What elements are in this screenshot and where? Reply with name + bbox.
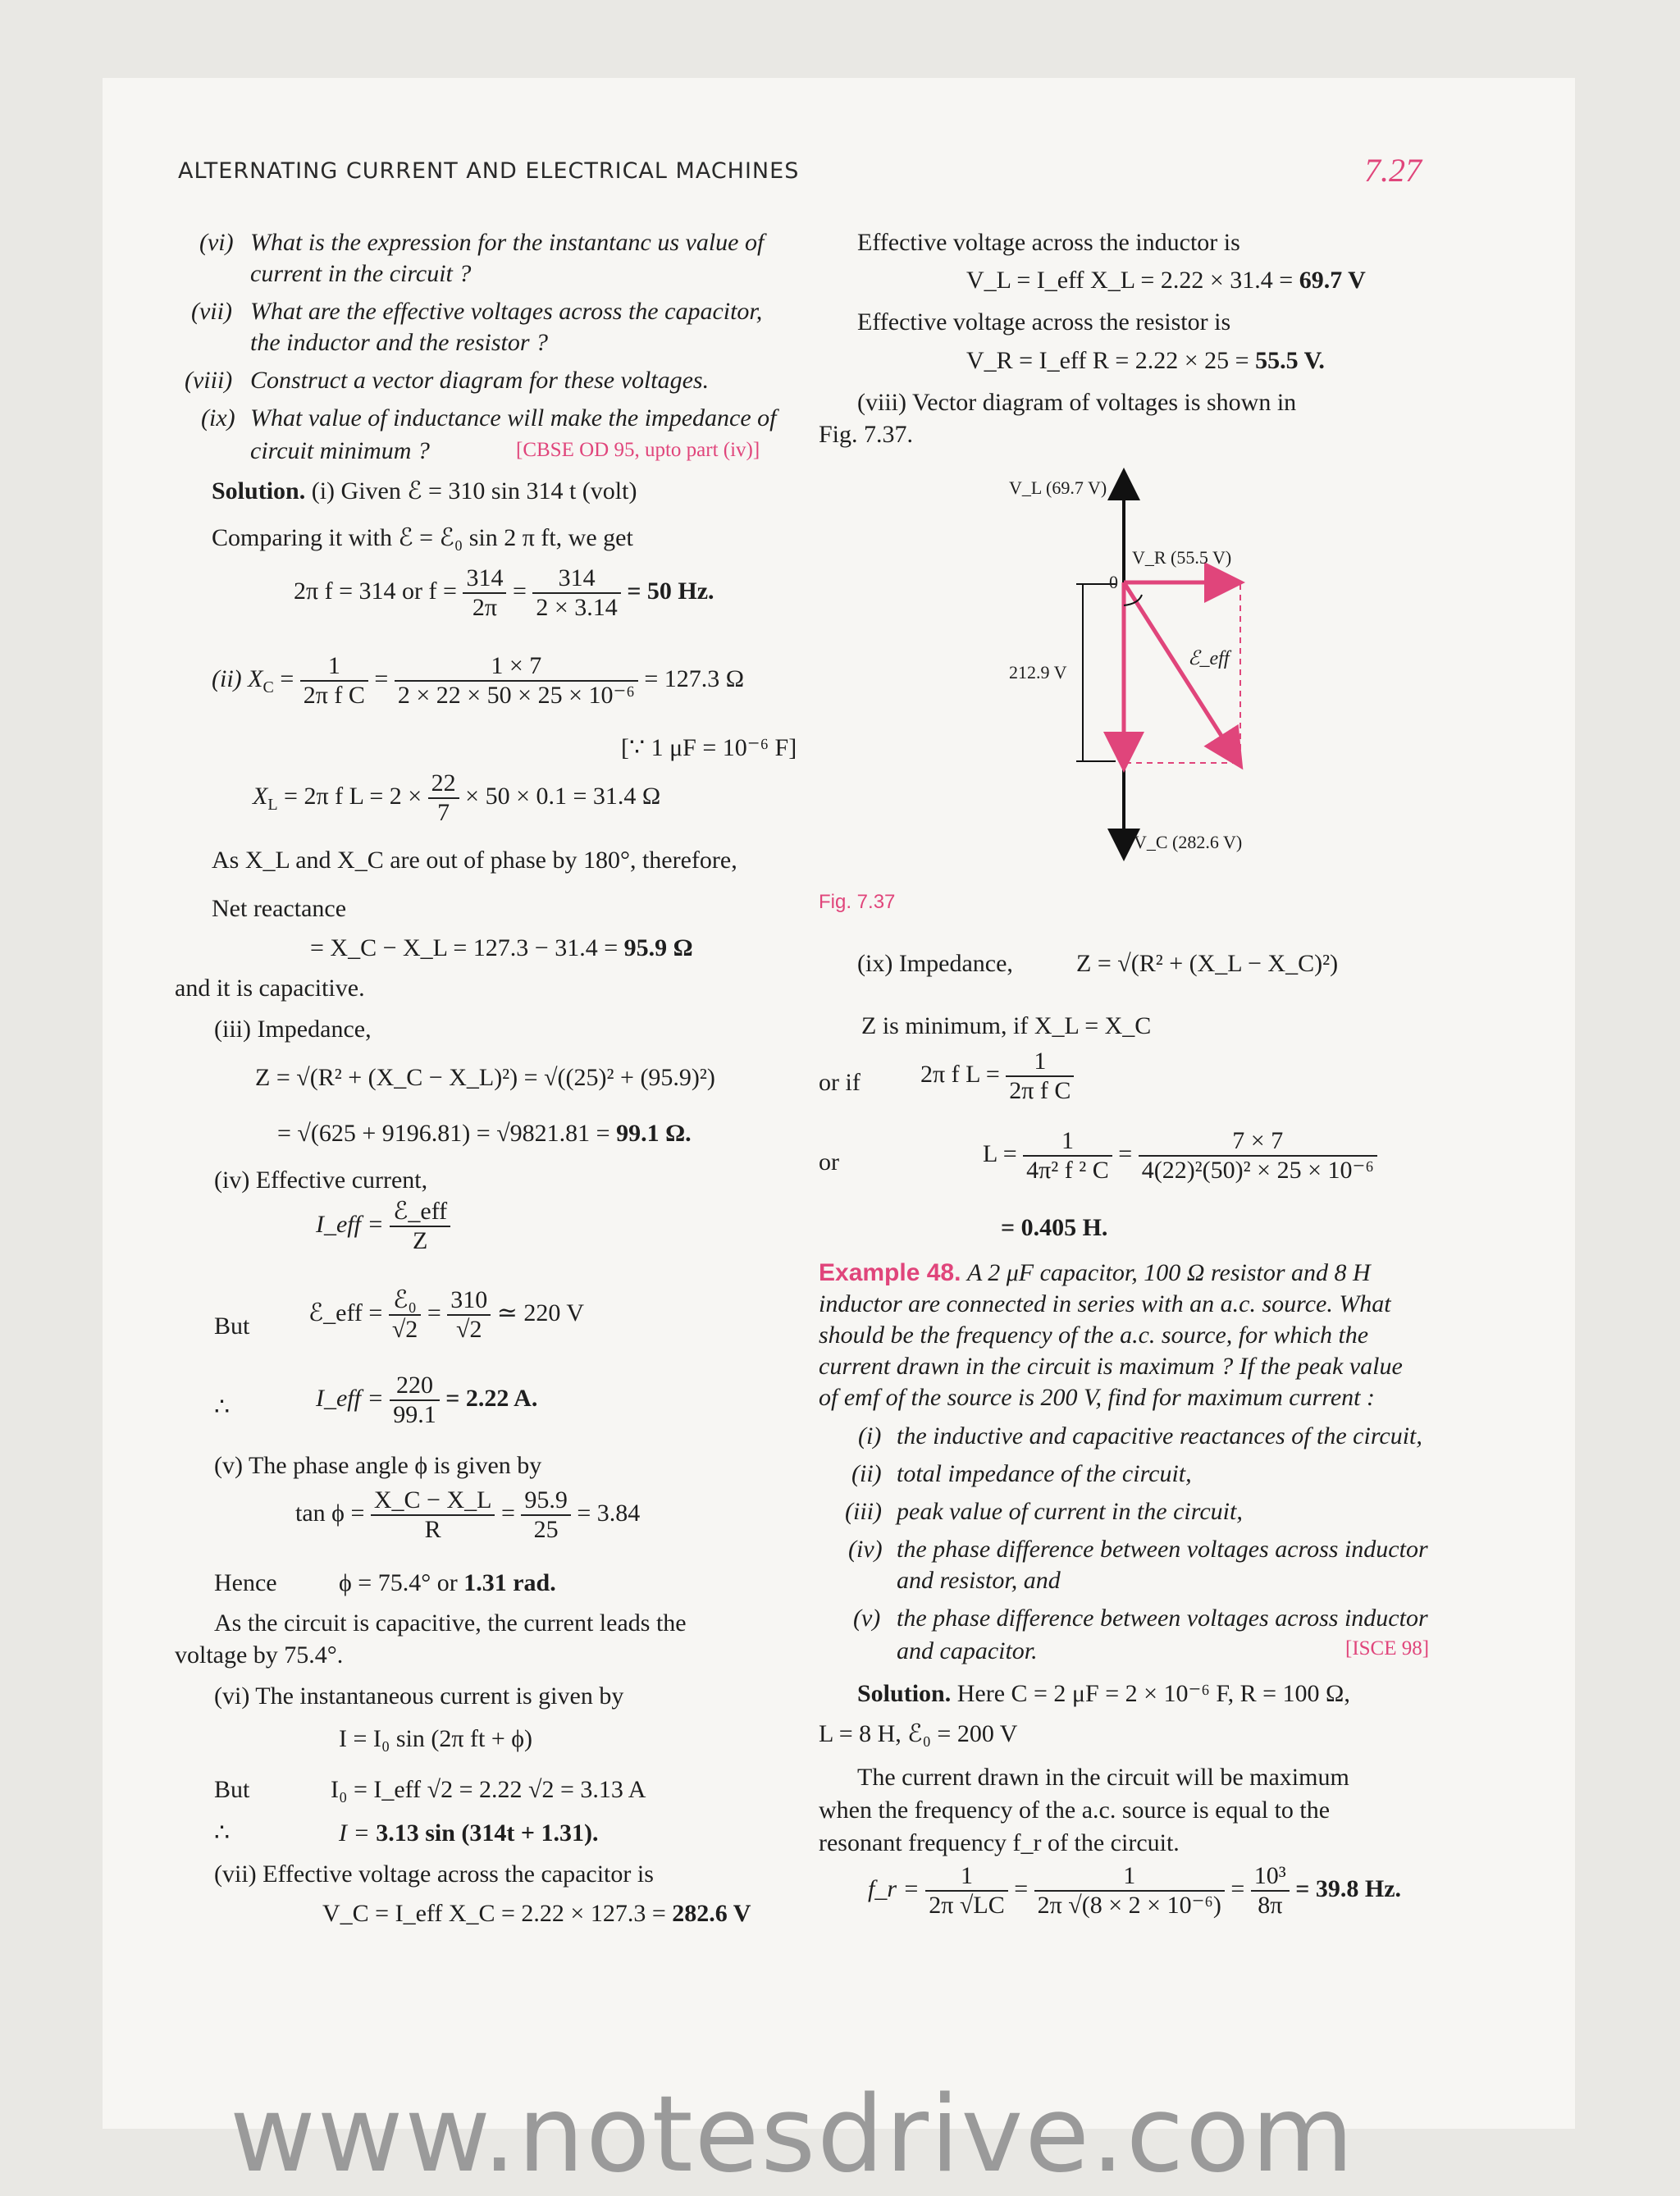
part-i-text: the inductive and capacitive reactances of the circuit, <box>897 1422 1422 1450</box>
example-solution-label: Solution. <box>857 1680 952 1707</box>
part-iv-number: (iv) <box>848 1536 883 1563</box>
example-48-line2: inductor are connected in series with an a.c. source. What <box>819 1290 1391 1317</box>
impedance-ix-equation: Z = √(R² + (X_L − X_C)²) <box>1076 950 1339 977</box>
part-iii-text: peak value of current in the circuit, <box>897 1498 1243 1525</box>
resistor-voltage-equation: V_R = I_eff R = 2.22 × 25 = 55.5 V. <box>966 347 1325 374</box>
leads-statement-2: voltage by 75.4°. <box>175 1641 344 1669</box>
question-viii-number: (viii) <box>185 367 233 394</box>
effective-current-result: I_eff = $\frac{220}{99.1}$ = 2.22 A. <box>316 1372 538 1428</box>
inductance-result: = 0.405 H. <box>1001 1214 1108 1241</box>
figure-caption: Fig. 7.37 <box>819 891 896 913</box>
example-48-line4: current drawn in the circuit is maximum ? If the peak value <box>819 1353 1403 1380</box>
effective-emf-equation: ℰ_eff = $\frac{\text{ℰ₀}}{√2}$ = $\frac{310}{√2}$ ≃ 220 V <box>308 1286 584 1343</box>
leads-statement-1: As the circuit is capacitive, the current leads the <box>214 1609 687 1637</box>
part-v-number: (v) <box>853 1605 881 1632</box>
vector-diagram-line2: Fig. 7.37. <box>819 421 914 448</box>
inductor-voltage-label: Effective voltage across the inductor is <box>857 229 1240 256</box>
but-label-2: But <box>214 1776 250 1803</box>
question-ix-line2: circuit minimum ? <box>250 437 430 464</box>
watermark: www.notesdrive.com <box>230 2074 1356 2196</box>
phase-angle-label: (v) The phase angle ϕ is given by <box>214 1452 542 1479</box>
question-ix-number: (ix) <box>201 404 235 431</box>
capacitor-voltage-equation: V_C = I_eff X_C = 2.22 × 127.3 = 282.6 V <box>322 1900 751 1927</box>
part-iv-text-2: and resistor, and <box>897 1567 1061 1594</box>
instantaneous-current-label: (vi) The instantaneous current is given by <box>214 1682 624 1710</box>
vr-label: V_R (55.5 V) <box>1132 547 1232 568</box>
inductive-reactance-equation: $X_L = 2\pi$ f L = 2 × $\frac{22}{7}$ × 50 × 0.1 = 31.4 Ω <box>253 769 661 826</box>
inductor-voltage-equation: V_L = I_eff X_L = 2.22 × 31.4 = 69.7 V <box>966 267 1366 294</box>
question-ix-line1: What value of inductance will make the impedance of <box>250 404 777 431</box>
or-label: or <box>819 1148 839 1176</box>
phasor-diagram <box>1001 459 1329 870</box>
example-solution-line2: L = 8 H, ℰ₀ = 200 V <box>819 1720 1018 1747</box>
z-minimum-condition: Z is minimum, if X_L = X_C <box>861 1012 1152 1039</box>
impedance-label: (iii) Impedance, <box>214 1016 372 1043</box>
but-label-1: But <box>214 1313 250 1340</box>
solution-label: Solution. <box>212 477 306 504</box>
unit-conversion-note: [∵ 1 μF = 10⁻⁶ F] <box>621 734 797 761</box>
impedance-ix-label: (ix) Impedance, <box>857 950 1013 977</box>
tan-phi-equation: tan ϕ = $\frac{X\_C - X\_L}{R}$ = $\frac{95.9}{25}$ = 3.84 <box>295 1486 641 1543</box>
impedance-equation-1: Z = √(R² + (X_C − X_L)²) = √((25)² + (95.9)²) <box>255 1064 715 1091</box>
vc-label: V_C (282.6 V) <box>1134 832 1243 852</box>
given-equation: (i) Given ℰ = 310 sin 314 t (volt) <box>311 477 637 504</box>
example-48-line3: should be the frequency of the a.c. source, for which the <box>819 1322 1369 1349</box>
vector-diagram-line1: (viii) Vector diagram of voltages is shown in <box>857 389 1297 416</box>
question-viii-line1: Construct a vector diagram for these voltages. <box>250 367 710 394</box>
running-header: ALTERNATING CURRENT AND ELECTRICAL MACHINES <box>178 158 800 184</box>
origin-label: 0 <box>1109 572 1118 592</box>
or-if-label: or if <box>819 1069 861 1096</box>
example-reference: [ISCE 98] <box>1345 1637 1430 1660</box>
impedance-equation-2: = √(625 + 9196.81) = √9821.81 = 99.1 Ω. <box>277 1120 692 1147</box>
hence-label: Hence <box>214 1569 277 1596</box>
capacitive-reactance-equation: (ii) $X_C$ = $\frac{1}{\text{2π f C}}$ = $\frac{1 \times 7}{\text{2 × 22 × 50 × 25 × 10⁻⁶}}$ = 127.3 Ω <box>212 652 745 709</box>
capacitive-statement: and it is capacitive. <box>175 975 365 1002</box>
vl-label: V_L (69.7 V) <box>1009 477 1107 498</box>
resonance-condition-equation: 2π f L = $\frac{1}{\text{2π f C}}$ <box>920 1048 1074 1105</box>
comparison-line: Comparing it with ℰ = ℰ₀ sin 2 π ft, we get <box>212 524 633 551</box>
net-reactance-label: Net reactance <box>212 895 347 922</box>
instantaneous-current-equation: I = I₀ sin (2π ft + ϕ) <box>339 1725 533 1752</box>
question-vi-number: (vi) <box>199 229 234 256</box>
question-vi-line1: What is the expression for the instantanc us value of <box>250 229 765 256</box>
therefore-symbol-2: ∴ <box>214 1819 231 1847</box>
source-reference: [CBSE OD 95, upto part (iv)] <box>516 439 760 461</box>
net-reactance-equation: = X_C − X_L = 127.3 − 31.4 = 95.9 Ω <box>310 934 693 961</box>
phase-statement: As X_L and X_C are out of phase by 180°, therefore, <box>212 847 737 874</box>
instantaneous-current-result: I = 3.13 sin (314t + 1.31). <box>339 1819 599 1847</box>
resonance-text-2: when the frequency of the a.c. source is equal to the <box>819 1797 1331 1824</box>
part-v-text-2: and capacitor. <box>897 1637 1038 1664</box>
emf-label: ℰ_eff <box>1188 648 1230 669</box>
frequency-equation: 2π f = 314 or f = $\frac{314}{2\pi}$ = $\frac{314}{2 \times 3.14}$ = 50 Hz. <box>294 564 714 621</box>
capacitor-voltage-label: (vii) Effective voltage across the capacitor is <box>214 1860 654 1888</box>
question-vii-number: (vii) <box>191 298 232 325</box>
effective-current-equation: I_eff = $\frac{\text{ℰ\_eff}}{Z}$ <box>316 1198 450 1255</box>
example-solution-line1: Solution. Here C = 2 μF = 2 × 10⁻⁶ F, R = 100 Ω, <box>857 1680 1350 1707</box>
question-vii-line1: What are the effective voltages across the capacitor, <box>250 298 763 325</box>
question-vi-line2: current in the circuit ? <box>250 260 472 287</box>
emf-phasor <box>1124 582 1239 763</box>
resonance-text-3: resonant frequency f_r of the circuit. <box>819 1829 1180 1856</box>
part-i-number: (i) <box>858 1422 882 1450</box>
resistor-voltage-label: Effective voltage across the resistor is <box>857 308 1231 336</box>
part-iii-number: (iii) <box>845 1498 882 1525</box>
resonant-frequency-equation: f_r = $\frac{1}{2\pi √LC}$ = $\frac{1}{\text{2π √(8 × 2 × 10⁻⁶)}}$ = $\frac{\text{10³}}{8\pi}$ = 39.8 Hz. <box>868 1862 1402 1919</box>
part-ii-text: total impedance of the circuit, <box>897 1460 1192 1487</box>
part-v-text-1: the phase difference between voltages across inductor <box>897 1605 1428 1632</box>
page-number: 7.27 <box>1364 152 1422 189</box>
inductance-equation: L = $\frac{1}{\text{4π² f ² C}}$ = $\frac{7 \times 7}{\text{4(22)²(50)² × 25 × 10⁻⁶}}$ <box>983 1127 1377 1185</box>
example-48-line5: of emf of the source is 200 V, find for maximum current : <box>819 1384 1375 1411</box>
question-vii-line2: the inductor and the resistor ? <box>250 329 549 356</box>
example-48-line1: Example 48. A 2 μF capacitor, 100 Ω resistor and 8 H <box>819 1259 1371 1286</box>
effective-current-label: (iv) Effective current, <box>214 1166 428 1194</box>
example-48-title: Example 48. <box>819 1259 961 1286</box>
reactive-voltage-label: 212.9 V <box>1009 662 1067 683</box>
part-iv-text-1: the phase difference between voltages across inductor <box>897 1536 1428 1563</box>
part-ii-number: (ii) <box>851 1460 882 1487</box>
peak-current-equation: I₀ = I_eff √2 = 2.22 √2 = 3.13 A <box>331 1776 646 1803</box>
therefore-symbol-1: ∴ <box>214 1394 231 1421</box>
resonance-text-1: The current drawn in the circuit will be maximum <box>857 1764 1349 1791</box>
phase-angle-result: ϕ = 75.4° or 1.31 rad. <box>339 1569 556 1596</box>
